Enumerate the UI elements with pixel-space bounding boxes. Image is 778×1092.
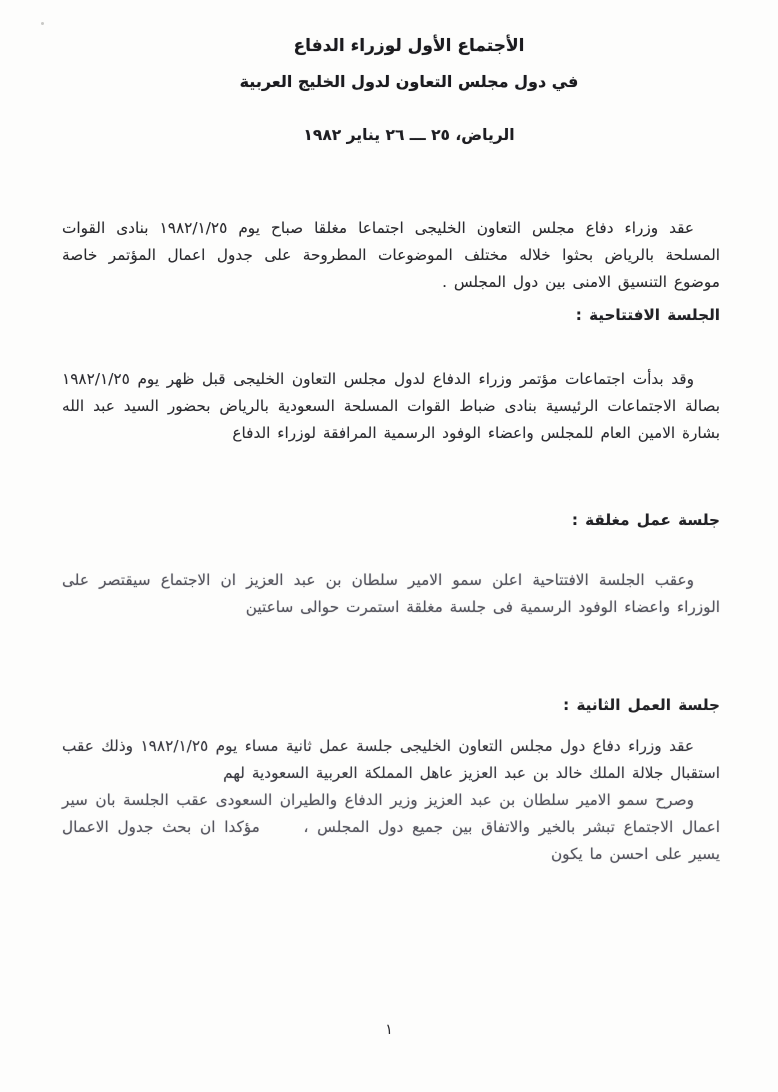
- document-date-line: الرياض، ٢٥ ـــ ٢٦ يناير ١٩٨٢: [303, 126, 515, 144]
- section-heading-opening-session: الجلسة الافتتاحية :: [575, 306, 720, 324]
- document-title-line2: في دول مجلس التعاون لدول الخليج العربية: [239, 72, 579, 91]
- document-title-line1: الأجتماع الأول لوزراء الدفاع: [293, 36, 525, 56]
- section-heading-closed-session: جلسة عمل مغلقة :: [571, 511, 720, 529]
- intro-paragraph: عقد وزراء دفاع مجلس التعاون الخليجى اجتماعا مغلقا صباح يوم ١٩٨٢/١/٢٥ بنادى القوات المسلحة بالرياض بحثوا خلاله مختلف الموضوعات المطروحة على جدول اعمال المؤتمر خاصة موضوع التنسيق الامنى بين دول المجلس .: [62, 219, 720, 292]
- page-number: ١: [385, 1022, 393, 1038]
- second-session-paragraph-1: عقد وزراء دفاع دول مجلس التعاون الخليجى جلسة عمل ثانية مساء يوم ١٩٨٢/١/٢٥ وذلك عقب استقبال جلالة الملك خالد بن عبد العزيز عاهل المملكة العربية السعودية لهم: [62, 737, 720, 783]
- closed-session-paragraph: وعقب الجلسة الافتتاحية اعلن سمو الامير سلطان بن عبد العزيز ان الاجتماع سيقتصر على الوزراء واعضاء الوفود الرسمية فى جلسة مغلقة استمرت حوالى ساعتين: [62, 571, 720, 617]
- section-heading-second-session: جلسة العمل الثانية :: [563, 696, 720, 714]
- scan-speck: [41, 22, 44, 25]
- opening-session-paragraph: وقد بدأت اجتماعات مؤتمر وزراء الدفاع لدول مجلس التعاون الخليجى قبل ظهر يوم ١٩٨٢/١/٢٥ بصالة الاجتماعات الرئيسية بنادى ضباط القوات المسلحة السعودية بالرياض بحضور السيد عبد الله بشارة الامين العام للمجلس واعضاء الوفود الرسمية المرافقة لوزراء الدفاع: [62, 370, 720, 443]
- second-session-paragraph-2: وصرح سمو الامير سلطان بن عبد العزيز وزير الدفاع والطيران السعودى عقب الجلسة بان سير اعمال الاجتماع تبشر بالخير والاتفاق بين جميع دول المجلس ، مؤكدا ان بحث جدول الاعمال يسير على احسن ما يكون: [62, 791, 720, 864]
